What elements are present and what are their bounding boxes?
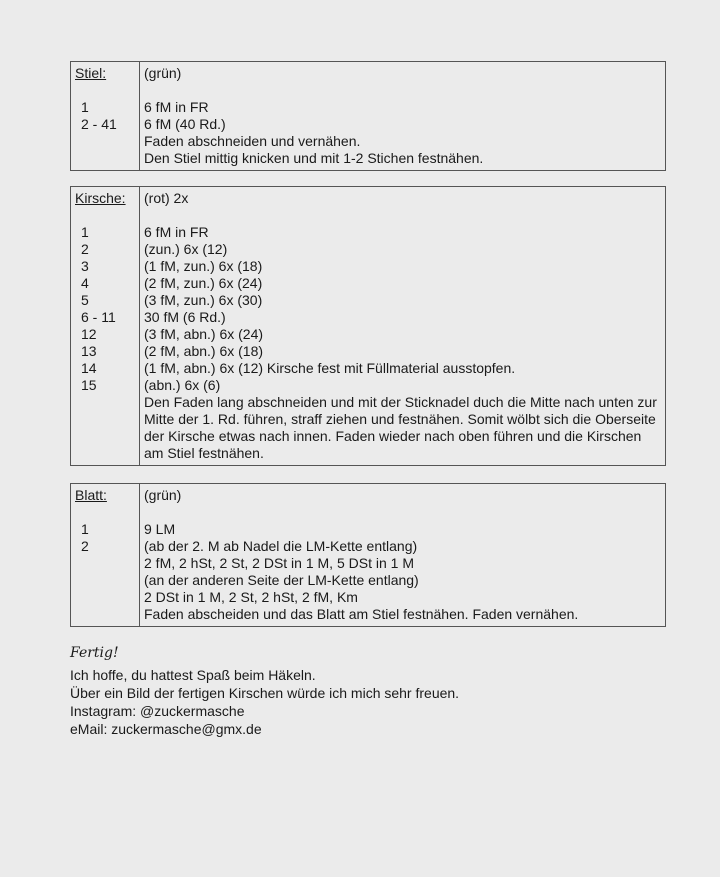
row-instruction: (2 fM, zun.) 6x (24) xyxy=(144,275,263,291)
section-stiel xyxy=(70,61,666,171)
blatt-heading: Blatt: xyxy=(75,487,107,503)
row-instruction: 6 fM (40 Rd.) xyxy=(144,116,226,132)
row-instruction: 2 DSt in 1 M, 2 St, 2 hSt, 2 fM, Km xyxy=(144,589,358,605)
row-instruction: 6 fM in FR xyxy=(144,99,209,115)
row-instruction: (ab der 2. M ab Nadel die LM-Kette entlang) xyxy=(144,538,418,554)
row-number xyxy=(75,606,135,623)
row-instruction: (1 fM, abn.) 6x (12) Kirsche fest mit Füllmaterial ausstopfen. xyxy=(144,360,516,376)
row-instruction: (2 fM, abn.) 6x (18) xyxy=(144,343,264,359)
row-instruction: Den Stiel mittig knicken und mit 1-2 Stichen festnähen. xyxy=(144,150,484,166)
row-number: 1 xyxy=(81,99,89,115)
blatt-color-note: (grün) xyxy=(144,487,182,503)
kirsche-text-column xyxy=(140,187,666,466)
row-instruction: (an der anderen Seite der LM-Kette entlang) xyxy=(144,572,419,588)
email-address: eMail: zuckermasche@gmx.de xyxy=(70,721,262,737)
footer xyxy=(70,645,670,738)
row-instruction: 2 fM, 2 hSt, 2 St, 2 DSt in 1 M, 5 DSt in 1 M xyxy=(144,555,414,571)
row-number: 1 xyxy=(81,224,89,240)
kirsche-label-column xyxy=(71,187,140,466)
row-number: 14 xyxy=(81,360,97,376)
row-instruction: Faden abscheiden und das Blatt am Stiel festnähen. Faden vernähen. xyxy=(144,606,579,622)
row-number: 1 xyxy=(81,521,89,537)
blatt-label-column xyxy=(71,484,140,627)
row-number: 4 xyxy=(81,275,89,291)
row-number: 2 xyxy=(81,241,89,257)
row-number xyxy=(75,555,135,572)
kirsche-closing-text: Den Faden lang abschneiden und mit der Sticknadel duch die Mitte nach unten zur Mitte der 1. Rd. führen, straff ziehen und festnähen. Somit wölbt sich die Oberseite der Kirsche etwas nach innen. Faden wieder nach oben führen und die Kirschen am Stiel festnähen. xyxy=(144,394,657,461)
row-number: 5 xyxy=(81,292,89,308)
section-blatt xyxy=(70,483,666,627)
blatt-text-column xyxy=(140,484,666,627)
row-instruction: (zun.) 6x (12) xyxy=(144,241,228,257)
row-instruction: (3 fM, abn.) 6x (24) xyxy=(144,326,264,342)
fertig-heading: Fertig! xyxy=(70,645,119,661)
row-instruction: (3 fM, zun.) 6x (30) xyxy=(144,292,263,308)
row-number: 6 - 11 xyxy=(81,309,116,325)
row-number xyxy=(75,150,135,167)
footer-line: Über ein Bild der fertigen Kirschen würde ich mich sehr freuen. xyxy=(70,685,460,701)
row-instruction: 6 fM in FR xyxy=(144,224,209,240)
instagram-handle: Instagram: @zuckermasche xyxy=(70,703,245,719)
row-number xyxy=(75,133,135,150)
footer-line: Ich hoffe, du hattest Spaß beim Häkeln. xyxy=(70,667,316,683)
stiel-text-column xyxy=(140,62,666,171)
stiel-heading: Stiel: xyxy=(75,65,107,81)
row-instruction: 9 LM xyxy=(144,521,176,537)
row-number: 13 xyxy=(81,343,97,359)
stiel-label-column xyxy=(71,62,140,171)
row-number: 3 xyxy=(81,258,89,274)
section-kirsche xyxy=(70,186,666,466)
row-number: 12 xyxy=(81,326,97,342)
row-number: 15 xyxy=(81,377,97,393)
row-number: 2 xyxy=(81,538,89,554)
row-number xyxy=(75,572,135,589)
stiel-color-note: (grün) xyxy=(144,65,182,81)
row-number xyxy=(75,589,135,606)
kirsche-color-note: (rot) 2x xyxy=(144,190,189,206)
kirsche-heading: Kirsche: xyxy=(75,190,126,206)
row-instruction: Faden abschneiden und vernähen. xyxy=(144,133,361,149)
row-instruction: (abn.) 6x (6) xyxy=(144,377,221,393)
row-number: 2 - 41 xyxy=(81,116,117,132)
row-instruction: (1 fM, zun.) 6x (18) xyxy=(144,258,263,274)
row-instruction: 30 fM (6 Rd.) xyxy=(144,309,226,325)
